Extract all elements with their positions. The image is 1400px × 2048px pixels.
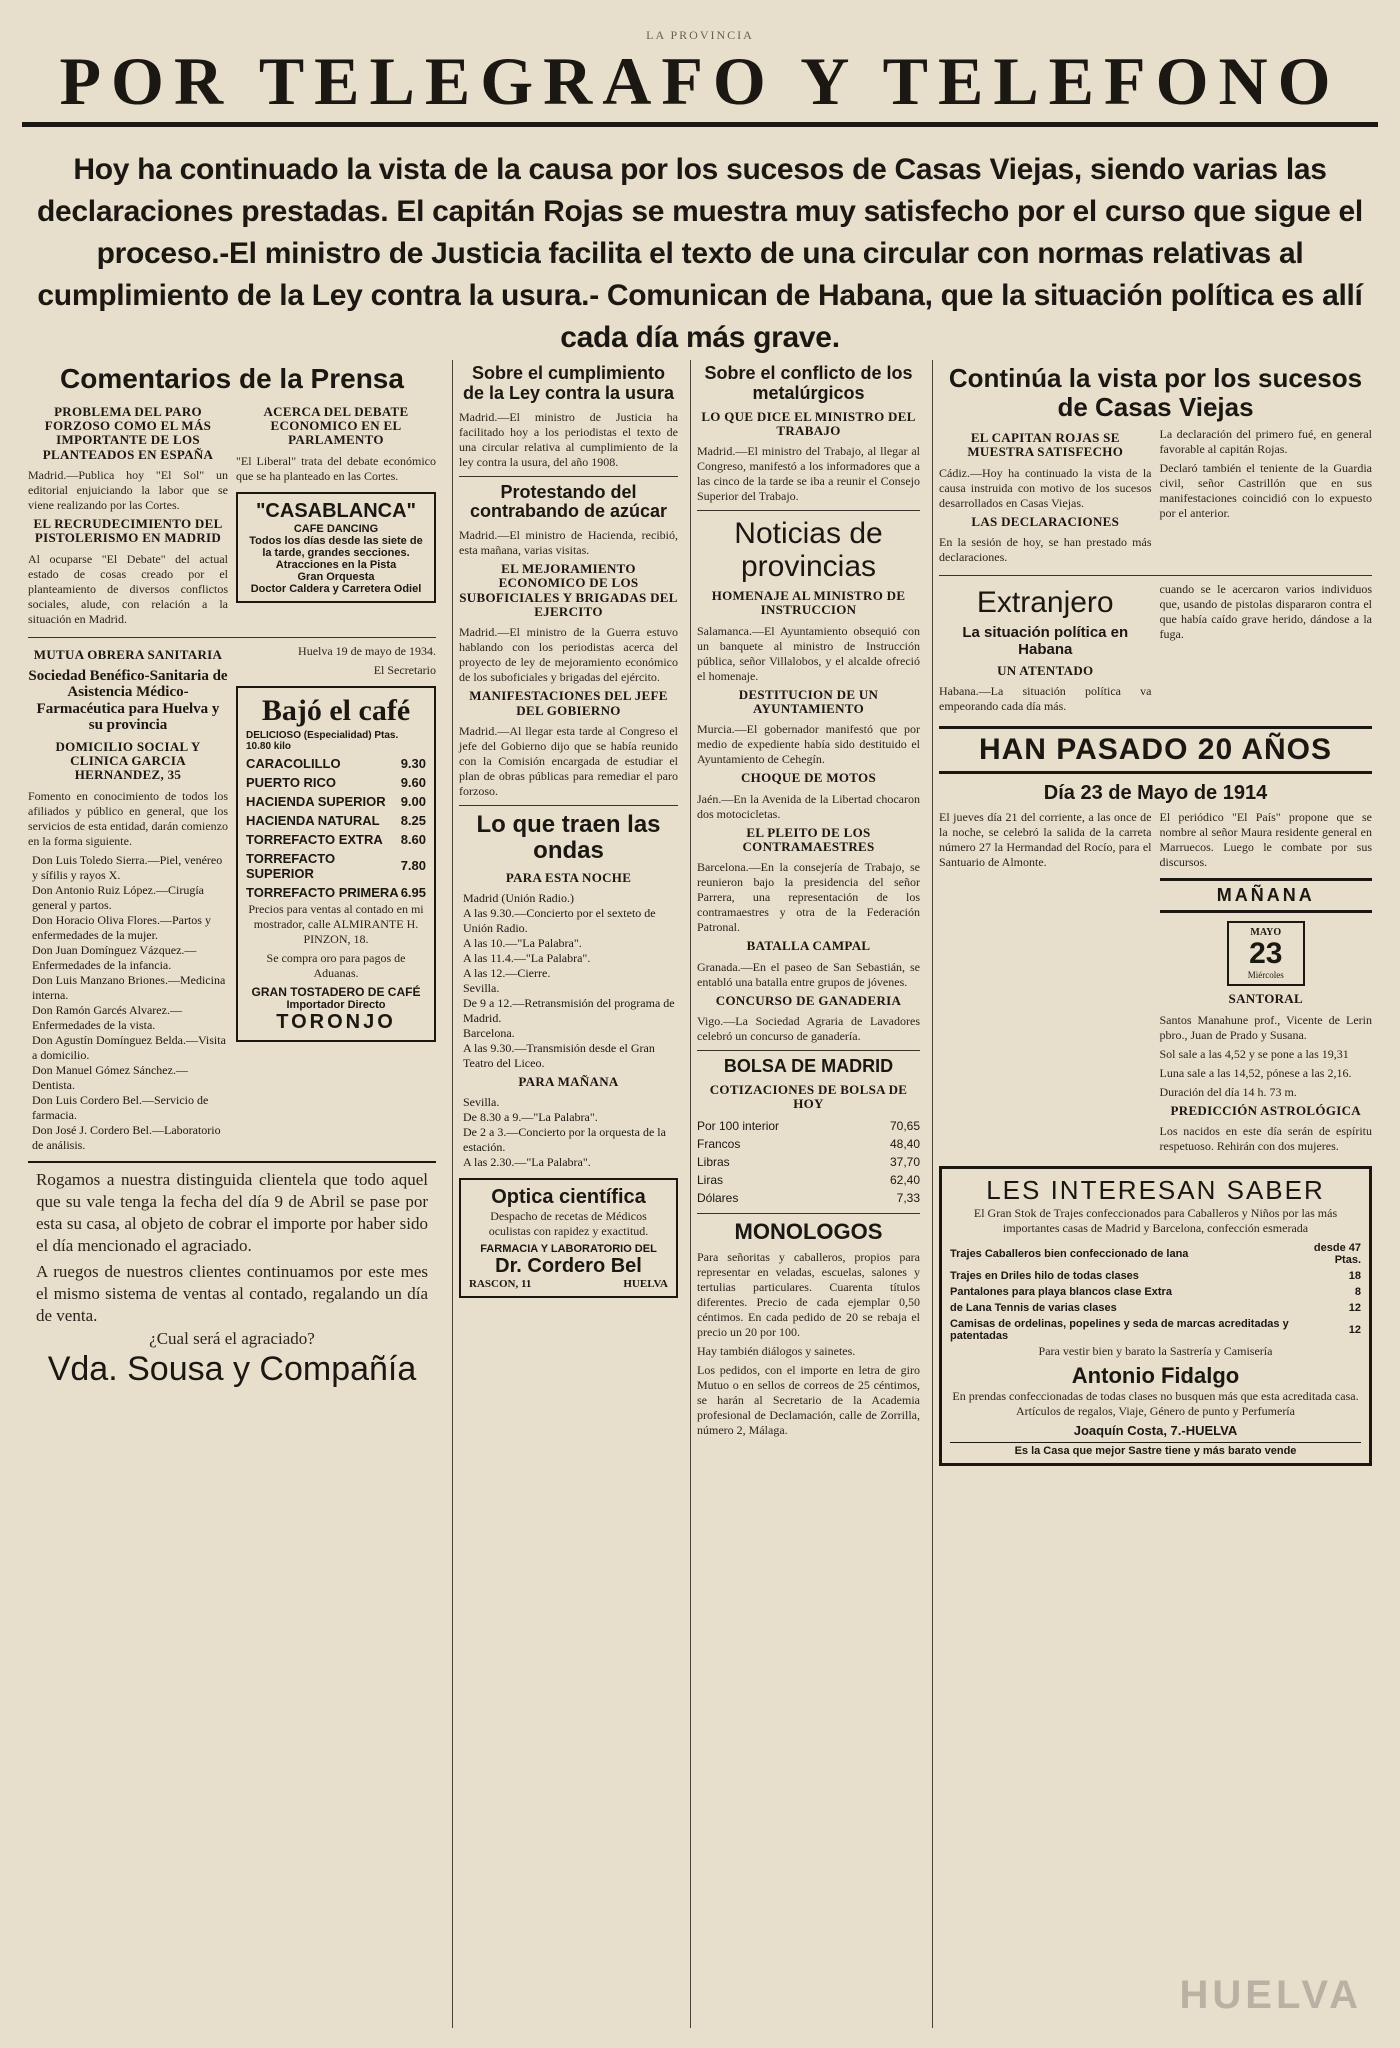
list-item: Sevilla. bbox=[463, 981, 500, 996]
ad-brand: Antonio Fidalgo bbox=[1071, 1362, 1240, 1388]
ad-brand: Vda. Sousa y Compañía bbox=[47, 1349, 417, 1388]
extranjero-columns bbox=[939, 582, 1372, 718]
table-row: Dólares 7,33 bbox=[697, 1191, 920, 1206]
ad-text: El Gran Stok de Trajes confeccionados para Caballeros y Niños por las más importantes casas de Madrid y Barcelona, confección esmerada bbox=[973, 1205, 1338, 1235]
article-text: En la sesión de hoy, se han prestado más declaraciones. bbox=[939, 535, 1152, 565]
subhead: LO QUE DICE EL MINISTRO DEL TRABAJO bbox=[701, 408, 916, 438]
article-text: Fomento en conocimiento de todos los afiliados y público en general, que los servicios de esta entidad, darán comienzo en la forma siguiente. bbox=[28, 788, 228, 848]
han-pasado-banner: HAN PASADO 20 AÑOS bbox=[939, 726, 1372, 774]
ad-text: En prendas confeccionadas de todas clases no busquen más que esta acreditada casa. Artículos de regalos, Viaje, Género de punto y Perfumería bbox=[952, 1388, 1359, 1418]
column-4 bbox=[932, 360, 1378, 2028]
subhead: PROBLEMA DEL PARO FORZOSO COMO EL MÁS IMPORTANTE DE LOS PLANTEADOS EN ESPAÑA bbox=[42, 403, 214, 462]
section-title-noticias: Noticias de provincias bbox=[734, 517, 883, 584]
list-item: Don Luis Manzano Briones.—Medicina interna. bbox=[32, 972, 226, 1002]
subhead: BATALLA CAMPAL bbox=[746, 938, 871, 954]
article-text: El periódico "El País" propone que se nombre al señor Maura residente general en Marruecos. Luego le combate por sus discursos. bbox=[1159, 810, 1372, 870]
sun-times: Sol sale a las 4,52 y se pone a las 19,31 bbox=[1159, 1046, 1349, 1061]
article-title: Lo que traen las ondas bbox=[476, 810, 661, 865]
section-title-prensa: Comentarios de la Prensa bbox=[60, 363, 404, 394]
article-text: La declaración del primero fué, en general favorable al capitán Rojas. bbox=[1159, 427, 1372, 457]
subhead: DOMICILIO SOCIAL Y CLINICA GARCIA HERNANDEZ, 35 bbox=[55, 738, 201, 783]
calendar-day: 23 bbox=[1249, 937, 1283, 971]
list-item: De 2 a 3.—Concierto por la orquesta de la estación. bbox=[463, 1125, 666, 1155]
list-item: A las 9.30.—Transmisión desde el Gran Teatro del Liceo. bbox=[463, 1041, 655, 1071]
article-title: Sobre el cumplimiento de la Ley contra la usura bbox=[462, 363, 675, 403]
subhead: HOMENAJE AL MINISTRO DE INSTRUCCION bbox=[711, 588, 906, 618]
optica-ad bbox=[459, 1178, 678, 1298]
mutua-date: Huelva 19 de mayo de 1934. bbox=[298, 643, 436, 658]
subhead: COTIZACIONES DE BOLSA DE HOY bbox=[709, 1081, 908, 1111]
article-title: Sobre el conflicto de los metalúrgicos bbox=[704, 363, 913, 403]
running-head: LA PROVINCIA bbox=[646, 28, 754, 42]
calendar-box bbox=[1227, 921, 1305, 986]
list-item: A las 2.30.—"La Palabra". bbox=[463, 1155, 591, 1170]
han-pasado-date: Día 23 de Mayo de 1914 bbox=[1043, 782, 1268, 805]
table-row: Por 100 interior 70,65 bbox=[697, 1119, 920, 1134]
column-1 bbox=[22, 360, 442, 2028]
article-text: Murcia.—El gobernador manifestó que por medio de expediente había sido destituido el Ayuntamiento de Cehegín. bbox=[697, 722, 920, 767]
calendar-weekday: Miércoles bbox=[1247, 970, 1284, 981]
ad-line: Despacho de recetas de Médicos oculistas con rapidez y exactitud. bbox=[488, 1209, 649, 1239]
article-text: Cádiz.—Hoy ha continuado la vista de la causa instruida con motivo de los sucesos desarrollados en Casas Viejas. bbox=[939, 465, 1152, 510]
article-text: Madrid.—Al llegar esta tarde al Congreso el jefe del Gobierno dijo que se había reunido con la Comisión encargada de estudiar el plan de obras públicas para remediar el paro forzoso. bbox=[459, 723, 678, 798]
doctor-list bbox=[28, 853, 228, 1153]
table-row: HACIENDA NATURAL 8.25 bbox=[246, 812, 426, 828]
ad-line: GRAN TOSTADERO DE CAFÉ bbox=[251, 984, 421, 999]
ad-title: LES INTERESAN SABER bbox=[986, 1174, 1325, 1205]
list-item: Don Agustín Domínguez Belda.—Visita a domicilio. bbox=[32, 1032, 226, 1062]
table-row: HACIENDA SUPERIOR 9.00 bbox=[246, 793, 426, 809]
ad-title: "CASABLANCA" bbox=[255, 499, 417, 522]
ad-city: HUELVA bbox=[623, 1278, 668, 1291]
ad-line: Se compra oro para pagos de Aduanas. bbox=[266, 950, 406, 980]
ad-line: FARMACIA Y LABORATORIO DEL bbox=[480, 1243, 657, 1256]
subhead: ACERCA DEL DEBATE ECONOMICO EN EL PARLAMENTO bbox=[263, 403, 409, 448]
list-item: De 8.30 a 9.—"La Palabra". bbox=[463, 1110, 598, 1125]
table-row: Camisas de ordelinas, popelines y seda de marcas acreditadas y patentadas 12 bbox=[950, 1317, 1361, 1342]
subhead: SANTORAL bbox=[1228, 991, 1303, 1007]
radio-list bbox=[459, 1095, 678, 1170]
list-item: A las 12.—Cierre. bbox=[463, 966, 551, 981]
ad-address: Joaquín Costa, 7.-HUELVA bbox=[1073, 1422, 1238, 1438]
list-item: Don Luis Cordero Bel.—Servicio de farmacia. bbox=[32, 1092, 209, 1122]
fidalgo-price-table bbox=[950, 1240, 1361, 1344]
ad-text: A ruegos de nuestros clientes continuamos por este mes el mismo sistema de ventas al contado, regalando un día de venta. bbox=[36, 1261, 428, 1325]
table-row: DELICIOSO (Especialidad) Ptas. 10.80 kilo bbox=[246, 729, 399, 752]
article-text: Granada.—En el paseo de San Sebastián, se entabló una batalla entre grupos de jóvenes. bbox=[697, 959, 920, 989]
list-item: Don Manuel Gómez Sánchez.—Dentista. bbox=[32, 1062, 188, 1092]
ad-brand: TORONJO bbox=[276, 1010, 396, 1033]
ad-question: ¿Cual será el agraciado? bbox=[149, 1328, 315, 1348]
subhead: PARA ESTA NOCHE bbox=[505, 869, 632, 885]
subhead: EL CAPITAN ROJAS SE MUESTRA SATISFECHO bbox=[967, 430, 1124, 460]
article-text: "El Liberal" trata del debate económico que se ha planteado en las Cortes. bbox=[236, 453, 436, 483]
day-duration: Duración del día 14 h. 73 m. bbox=[1159, 1084, 1297, 1099]
ad-footer: Es la Casa que mejor Sastre tiene y más barato vende bbox=[950, 1442, 1361, 1457]
bolsa-table bbox=[697, 1117, 920, 1207]
table-row: Liras 62,40 bbox=[697, 1173, 920, 1188]
ad-line: Importador Directo bbox=[286, 998, 386, 1011]
article-text: Madrid.—El ministro de Hacienda, recibió, esta mañana, varias visitas. bbox=[459, 528, 678, 558]
table-row: TORREFACTO EXTRA 8.60 bbox=[246, 831, 426, 847]
table-row: de Lana Tennis de varias clases 12 bbox=[950, 1301, 1361, 1314]
casablanca-ad bbox=[236, 492, 436, 603]
cafe-price-table bbox=[246, 728, 426, 902]
ad-line: Atracciones en la Pista bbox=[275, 558, 397, 571]
ad-line: Doctor Caldera y Carretera Odiel bbox=[250, 582, 422, 595]
list-item: Don Juan Domínguez Vázquez.—Enfermedades de la infancia. bbox=[32, 942, 197, 972]
article-text: Madrid.—El ministro del Trabajo, al llegar al Congreso, manifestó a los informadores que a las cinco de la tarde se iba a reunir el Consejo Superior del Trabajo. bbox=[697, 444, 920, 504]
list-item: Don Antonio Ruiz López.—Cirugía general y partos. bbox=[32, 882, 204, 912]
manana-banner: MAÑANA bbox=[1160, 878, 1373, 913]
subhead: MANIFESTACIONES DEL JEFE DEL GOBIERNO bbox=[469, 688, 668, 718]
cafe-ad bbox=[236, 686, 436, 1042]
table-row: Trajes Caballeros bien confeccionado de lana desde 47 Ptas. bbox=[950, 1241, 1361, 1266]
list-item: Don José J. Cordero Bel.—Laboratorio de análisis. bbox=[32, 1122, 221, 1152]
subhead: CHOQUE DE MOTOS bbox=[740, 770, 876, 786]
article-text: Barcelona.—En la consejería de Trabajo, se reunieron bajo la presidencia del señor Parrera, una representación de los contramaestres y otra de la Federación Patronal. bbox=[697, 860, 920, 935]
article-text: Para señoritas y caballeros, propios para representar en veladas, escuelas, salones y tertulias particulares. Cuarenta títulos diferentes. Precio de cada ejemplar 0,50 céntimos. En cada pedido de 20 se rebaja el precio un 20 por 100. bbox=[697, 1250, 920, 1340]
article-text: Al ocuparse "El Debate" del actual estado de cosas creado por el planteamiento de diversos conflictos sociales, alude, con relación a la situación en Madrid. bbox=[28, 551, 228, 626]
casas-viejas-columns bbox=[939, 427, 1372, 569]
article-title: BOLSA DE MADRID bbox=[723, 1055, 894, 1076]
article-text: Santos Manahune prof., Vicente de Lerin pbro., Juan de Prado y Susana. bbox=[1159, 1012, 1372, 1042]
subhead: DESTITUCION DE UN AYUNTAMIENTO bbox=[738, 686, 879, 717]
table-row: Pantalones para playa blancos clase Extra 8 bbox=[950, 1285, 1361, 1298]
ad-line: Para vestir bien y barato la Sastrería y Camisería bbox=[1038, 1343, 1273, 1358]
prensa-columns bbox=[28, 401, 436, 631]
article-text: Madrid.—Publica hoy "El Sol" un editorial enjuiciando la labor que se viene realizando por las Cortes. bbox=[28, 467, 228, 512]
column-2 bbox=[452, 360, 684, 2028]
mutua-title: Sociedad Benéfico-Sanitaria de Asistencia Médico-Farmacéutica para Huelva y su provincia bbox=[28, 667, 228, 734]
article-text: Salamanca.—El Ayuntamiento obsequió con un banquete al ministro de Instrucción pública, señor Villalobos, y el alcalde ofreció el homenaje. bbox=[697, 623, 920, 683]
subhead: MUTUA OBRERA SANITARIA bbox=[33, 646, 223, 662]
subhead: LAS DECLARACIONES bbox=[971, 513, 1120, 529]
article-text: Los pedidos, con el importe en letra de giro Mutuo o en sellos de correos de 25 céntimos, se harán al Secretario de la Academia profesional de Declamación, calle de Zorrilla, número 2, Málaga. bbox=[697, 1363, 920, 1438]
table-row: Francos 48,40 bbox=[697, 1137, 920, 1152]
subhead: CONCURSO DE GANADERIA bbox=[715, 992, 902, 1008]
han-pasado-columns bbox=[939, 810, 1372, 1158]
subhead: La situación política en Habana bbox=[962, 624, 1129, 658]
list-item: A las 10.—"La Palabra". bbox=[463, 936, 582, 951]
article-text: cuando se le acercaron varios individuos que, usando de pistolas dispararon contra el que había caído grave herido, dándose a la fuga. bbox=[1159, 582, 1372, 642]
list-item: De 9 a 12.—Retransmisión del programa de Madrid. bbox=[463, 996, 675, 1026]
table-row: Libras 37,70 bbox=[697, 1155, 920, 1170]
column-3 bbox=[690, 360, 926, 2028]
list-item: A las 11.4.—"La Palabra". bbox=[463, 951, 591, 966]
subhead: EL MEJORAMIENTO ECONOMICO DE LOS SUBOFICIALES Y BRIGADAS DEL EJERCITO bbox=[459, 561, 678, 620]
list-item: Don Luis Toledo Sierra.—Piel, venéreo y sífilis y rayos X. bbox=[32, 852, 223, 882]
article-text: Madrid.—El ministro de la Guerra estuvo hablando con los periodistas acerca del proyecto de ley de mejoramiento económico de los suboficiales y brigadas del ejército. bbox=[459, 625, 678, 685]
ad-footer bbox=[469, 1278, 668, 1290]
article-text: Habana.—La situación política va empeorando cada día más. bbox=[939, 684, 1152, 714]
moon-times: Luna sale a las 14,52, pónese a las 2,16. bbox=[1159, 1065, 1352, 1080]
list-item: Madrid (Unión Radio.) bbox=[463, 891, 574, 906]
sousa-ad bbox=[28, 1161, 436, 1395]
table-row: TORREFACTO SUPERIOR 7.80 bbox=[246, 850, 426, 881]
ad-title: Bajó el café bbox=[261, 693, 411, 727]
table-row: Trajes en Driles hilo de todas clases 18 bbox=[950, 1269, 1361, 1282]
archive-watermark: HUELVA bbox=[1179, 1973, 1362, 2017]
ad-text: Rogamos a nuestra distinguida clientela que todo aquel que su vale tenga la fecha del día 9 de Abril se pase por esta su casa, al objeto de cobrar el importe por haber sido el día mencionado el agraciado. bbox=[36, 1169, 428, 1255]
lead-headline: Hoy ha continuado la vista de la causa por los sucesos de Casas Viejas, siendo varias las declaraciones prestadas. El capitán Rojas se muestra muy satisfecho por el curso que sigue el proceso.-El ministro de Justicia facilita el texto de una circular con normas relativas al cumplimiento de la Ley contra la usura.- Comunican de Habana, que la situación política es allí cada día más grave. bbox=[37, 153, 1363, 354]
article-text: Madrid.—El ministro de Justicia ha facilitado hoy a los periodistas el texto de una circular relativa al cumplimiento de la ley contra la usura, del año 1908. bbox=[459, 409, 678, 469]
columns bbox=[22, 360, 1378, 2028]
subhead: EL PLEITO DE LOS CONTRAMAESTRES bbox=[742, 824, 875, 854]
table-row: PUERTO RICO 9.60 bbox=[246, 774, 426, 790]
list-item: A las 9.30.—Concierto por el sexteto de Unión Radio. bbox=[463, 906, 656, 936]
article-text: Hay también diálogos y sainetes. bbox=[697, 1344, 856, 1359]
masthead: POR TELEGRAFO Y TELEFONO bbox=[22, 42, 1378, 127]
article-text: Declaró también el teniente de la Guardia civil, señor Castrillón que en sus manifestaciones coincidió con lo expuesto por el anterior. bbox=[1159, 461, 1372, 521]
calendar-month: MAYO bbox=[1250, 927, 1282, 939]
section-title-extranjero: Extranjero bbox=[976, 586, 1114, 620]
table-row: TORREFACTO PRIMERA 6.95 bbox=[246, 884, 426, 900]
table-row: CARACOLILLO 9.30 bbox=[246, 755, 426, 771]
article-title: Continúa la vista por los sucesos de Casas Viejas bbox=[948, 363, 1363, 422]
ad-line: Todos los días desde las siete de la tarde, grandes secciones. bbox=[249, 534, 423, 559]
ad-line: Gran Orquesta bbox=[297, 570, 375, 583]
article-text: Los nacidos en este día serán de espíritu respetuoso. Rehirán con dos mujeres. bbox=[1159, 1123, 1372, 1153]
ad-address: RASCON, 11 bbox=[469, 1278, 532, 1291]
list-item: Barcelona. bbox=[463, 1026, 515, 1041]
mutua-section bbox=[28, 644, 436, 1153]
list-item: Sevilla. bbox=[463, 1095, 500, 1110]
subhead: PARA MAÑANA bbox=[518, 1074, 619, 1090]
ad-brand: Dr. Cordero Bel bbox=[495, 1255, 642, 1278]
fidalgo-ad bbox=[939, 1166, 1372, 1466]
list-item: Don Ramón Garcés Alvarez.—Enfermedades de la vista. bbox=[32, 1002, 182, 1032]
subhead: PREDICCIÓN ASTROLÓGICA bbox=[1170, 1102, 1361, 1118]
list-item: Don Horacio Oliva Flores.—Partos y enfermedades de la mujer. bbox=[32, 912, 211, 942]
subhead: EL RECRUDECIMIENTO DEL PISTOLERISMO EN MADRID bbox=[33, 515, 223, 546]
article-text: El jueves día 21 del corriente, a las once de la noche, se celebró la salida de la carreta número 27 la Hermandad del Rocío, para el Santuario de Almonte. bbox=[939, 810, 1152, 870]
article-text: Jaén.—En la Avenida de la Libertad chocaron dos motocicletas. bbox=[697, 791, 920, 821]
mutua-signature: El Secretario bbox=[373, 662, 436, 677]
ad-title: Optica científica bbox=[491, 1186, 646, 1209]
article-title: Protestando del contrabando de azúcar bbox=[469, 481, 668, 522]
radio-list bbox=[459, 891, 678, 1071]
ad-line: Precios para ventas al contado en mi mostrador, calle ALMIRANTE H. PINZON, 18. bbox=[248, 901, 424, 946]
article-text: Vigo.—La Sociedad Agraria de Lavadores celebró un concurso de ganadería. bbox=[697, 1013, 920, 1043]
ad-subtitle: CAFE DANCING bbox=[293, 522, 379, 535]
subhead: UN ATENTADO bbox=[997, 663, 1094, 679]
article-title: MONOLOGOS bbox=[734, 1219, 883, 1245]
